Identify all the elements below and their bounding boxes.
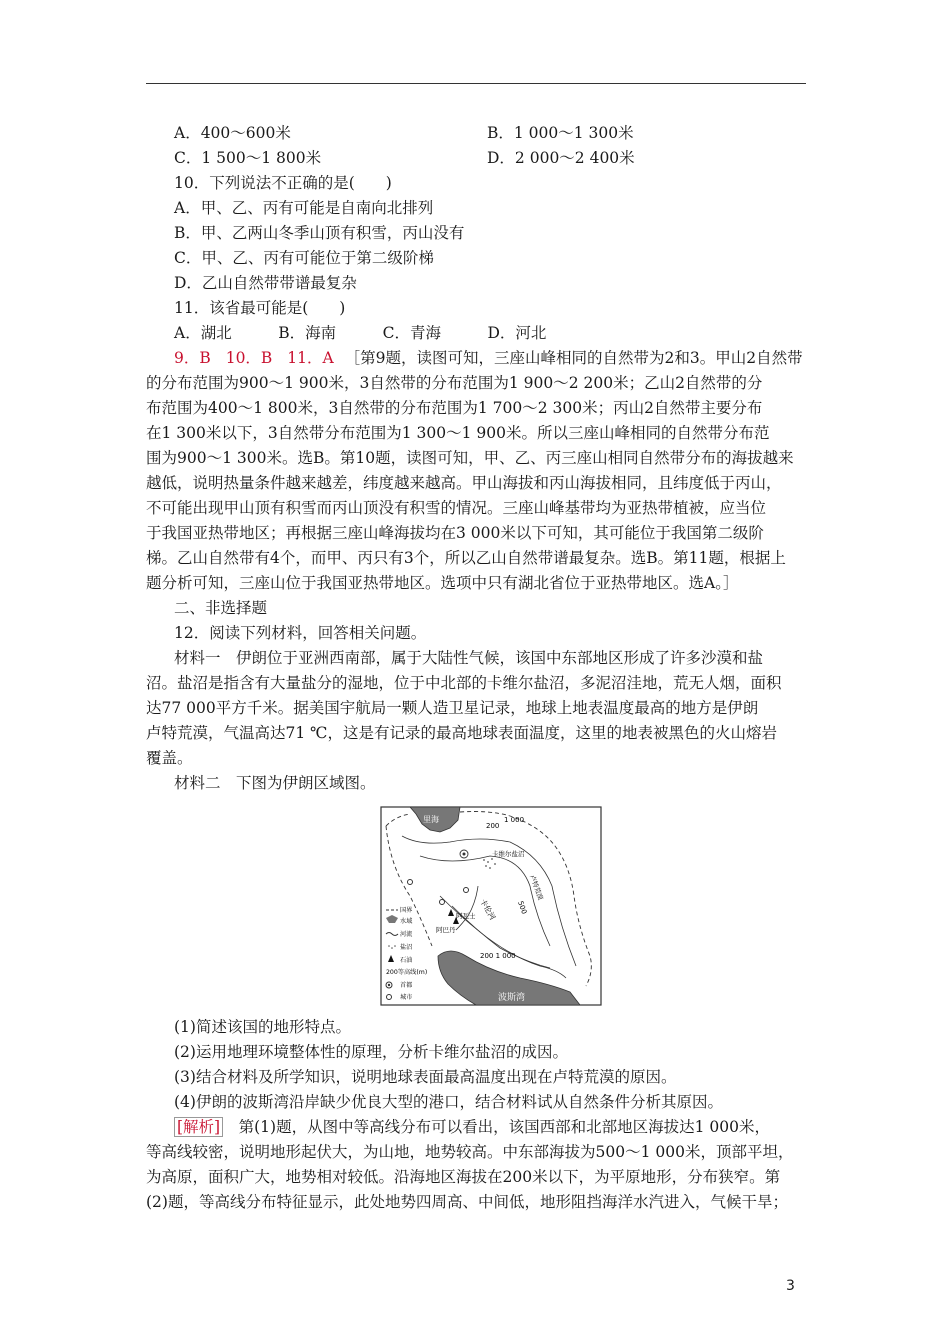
legend-capital-icon <box>388 984 390 986</box>
answer-10: 10．B <box>225 349 273 367</box>
answer-11: 11．A <box>287 349 334 367</box>
answer-explanation-line: 在1 300米以下，3自然带分布范围为1 300～1 900米。所以三座山峰相同的自然带分布范 <box>146 424 770 442</box>
answer-explanation-line: 梯。乙山自然带有4个，而甲、丙只有3个，所以乙山自然带谱最复杂。选B。第11题，根据上 <box>146 549 786 567</box>
analysis-tag: [解析] <box>174 1117 223 1137</box>
q12-subquestion: (2)运用地理环境整体性的原理，分析卡维尔盐沼的成因。 <box>174 1043 568 1061</box>
caspian-sea-label: 里海 <box>423 815 439 824</box>
section-heading: 二、非选择题 <box>174 599 268 617</box>
material-one-line: 达77 000平方千米。据美国宇航局一颗人造卫星记录，地球上地表温度最高的地方是伊朗 <box>146 699 759 717</box>
analysis-line <box>174 1116 770 1138</box>
salt-marsh-label: 卡维尔盐沼 <box>492 850 525 858</box>
river-label: 卡伦河 <box>478 897 498 922</box>
answer-explanation-line: 题分析可知，三座山位于我国亚热带地区。选项中只有湖北省位于亚热带地区。选A。］ <box>146 574 739 592</box>
answer-9: 9．B <box>174 349 211 367</box>
persian-gulf-label: 波斯湾 <box>498 993 526 1003</box>
header-rule <box>146 83 806 84</box>
answer-explanation-line: 围为900～1 300米。选B。第10题，读图可知，甲、乙、丙三座山相同自然带分布的海拔越来 <box>146 449 794 467</box>
q11-stem: 11．该省最可能是( ) <box>174 299 346 317</box>
q10-option-b: B．甲、乙两山冬季山顶有积雪，丙山没有 <box>174 224 465 242</box>
page-number: 3 <box>786 1278 795 1294</box>
material-one-line: 材料一 伊朗位于亚洲西南部，属于大陆性气候，该国中东部地区形成了许多沙漠和盐 <box>174 649 764 667</box>
q9-option-d: D．2 000～2 400米 <box>487 149 635 167</box>
legend-item: 城市 <box>400 994 413 1001</box>
q12-subquestion: (3)结合材料及所学知识，说明地球表面最高温度出现在卢特荒漠的原因。 <box>174 1068 677 1086</box>
analysis-line: 为高原，面积广大，地势相对较低。沿海地区海拔在200米以下，为平原地形，分布狭窄。第 <box>146 1168 781 1186</box>
q9-option-b: B．1 000～1 300米 <box>487 124 634 142</box>
q12-subquestion: (4)伊朗的波斯湾沿岸缺少优良大型的港口，结合材料试从自然条件分析其原因。 <box>174 1093 723 1111</box>
analysis-text: 第(1)题，从图中等高线分布可以看出，该国西部和北部地区海拔达1 000米， <box>223 1118 770 1136</box>
material-two: 材料二 下图为伊朗区域图。 <box>174 774 376 792</box>
q10-stem: 10．下列说法不正确的是( ) <box>174 174 392 192</box>
legend-item: 200等高线(m) <box>386 969 428 976</box>
answer-line-first <box>174 347 803 369</box>
material-one-line: 卢特荒漠，气温高达71 ℃，这是有记录的最高地球表面温度，这里的地表被黑色的火山熔岩 <box>146 724 777 742</box>
q11-options: A．湖北 B．海南 C．青海 D．河北 <box>174 324 547 342</box>
desert-label: 卢特荒漠 <box>528 873 545 902</box>
material-one-line: 沼。盐沼是指含有大量盐分的湿地，位于中北部的卡维尔盐沼，多泥沼洼地，荒无人烟，面积 <box>146 674 782 692</box>
contour-label: 200 <box>486 822 500 830</box>
q12-subquestion: (1)简述该国的地形特点。 <box>174 1018 351 1036</box>
answer-explanation-line: ［第9题，读图可知，三座山峰相同的自然带为2和3。甲山2自然带 <box>344 349 803 367</box>
answer-explanation-line: 不可能出现甲山顶有积雪而丙山顶没有积雪的情况。三座山峰基带均为亚热带植被，应当位 <box>146 499 767 517</box>
legend-item: 国界 <box>400 907 413 914</box>
iran-region-map <box>380 806 602 1006</box>
material-one-line: 覆盖。 <box>146 749 193 767</box>
legend-item: 水域 <box>400 918 413 925</box>
legend-item: 河流 <box>400 931 413 938</box>
q10-option-a: A．甲、乙、丙有可能是自南向北排列 <box>174 199 434 217</box>
answer-explanation-line: 布范围为400～1 800米，3自然带的分布范围为1 700～2 300米；丙山2自然带主要分布 <box>146 399 763 417</box>
legend-item: 盐沼 <box>400 944 413 951</box>
q9-option-a: A．400～600米 <box>174 124 291 142</box>
q10-option-d: D．乙山自然带带谱最复杂 <box>174 274 357 292</box>
legend-item: 首都 <box>400 982 413 989</box>
q10-option-c: C．甲、乙、丙有可能位于第二级阶梯 <box>174 249 434 267</box>
legend-item: 石油 <box>400 957 413 964</box>
capital-icon <box>463 853 466 856</box>
answer-explanation-line: 越低，说明热量条件越来越差，纬度越来越高。甲山海拔和丙山海拔相同，且纬度低于丙山， <box>146 474 782 492</box>
answer-explanation-line: 于我国亚热带地区；再根据三座山峰海拔均在3 000米以下可知，其可能位于我国第二级阶 <box>146 524 764 542</box>
answer-explanation-line: 的分布范围为900～1 900米，3自然带的分布范围为1 900～2 200米；乙山2自然带的分 <box>146 374 763 392</box>
contour-label: 1 000 <box>504 816 525 824</box>
city-ahvaz-label: 阿瓦士 <box>456 912 476 920</box>
q12-stem: 12．阅读下列材料，回答相关问题。 <box>174 624 427 642</box>
analysis-line: 等高线较密，说明地形起伏大，为山地，地势较高。中东部海拔为500～1 000米，顶部平坦， <box>146 1143 794 1161</box>
analysis-line: (2)题，等高线分布特征显示，此处地势四周高、中间低，地形阻挡海洋水汽进入，气候干旱； <box>146 1193 788 1211</box>
contour-label: 200 1 000 <box>480 952 516 960</box>
contour-label: 500 <box>516 899 529 916</box>
q9-option-c: C．1 500～1 800米 <box>174 149 322 167</box>
city-abadan-label: 阿巴丹 <box>436 926 456 934</box>
